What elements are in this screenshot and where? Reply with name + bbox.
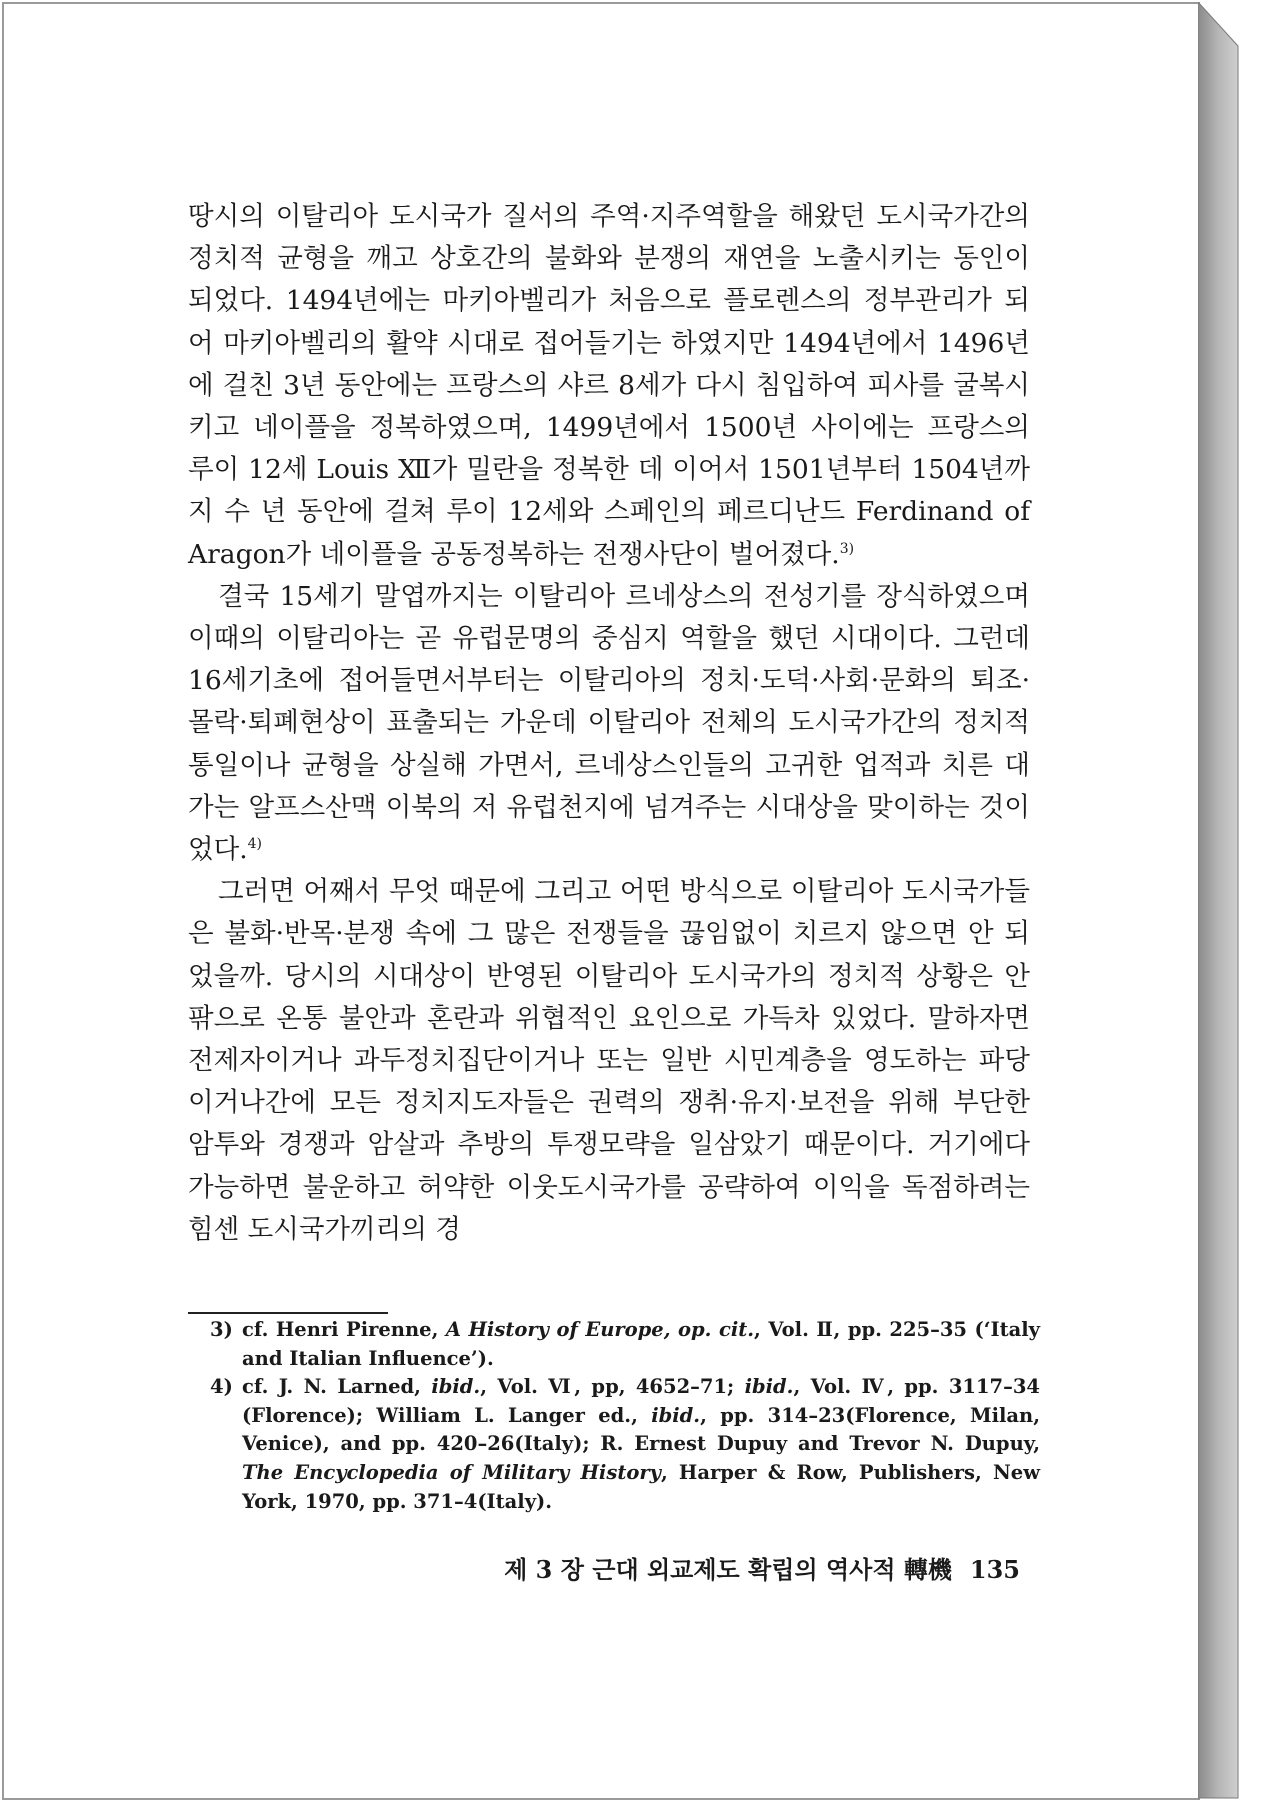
- footnote-text: cf. Henri Pirenne,: [242, 1318, 446, 1341]
- footnote-number: 4): [210, 1375, 233, 1399]
- footnote-ref-4[interactable]: 4): [247, 836, 262, 853]
- footnote-ibid: ibid.: [431, 1375, 481, 1399]
- paragraph-1: [188, 196, 1030, 576]
- footnote-3: [210, 1316, 1040, 1373]
- chapter-title: 제 3 장 근대 외교제도 확립의 역사적 轉機: [504, 1555, 952, 1584]
- footnotes: [210, 1316, 1040, 1516]
- footnote-text: , Vol. Ⅳ, pp. 3117–34 (Florence); William L. Langer ed.,: [242, 1375, 1040, 1427]
- paragraph-2: [188, 576, 1030, 871]
- page-number: 135: [969, 1555, 1020, 1584]
- paragraph-1-text: 땅시의 이탈리아 도시국가 질서의 주역·지주역할을 해왔던 도시국가간의 정치적 균형을 깨고 상호간의 불화와 분쟁의 재연을 노출시키는 동인이 되었다. 1494년에는 마키아벨리가 처음으로 플로렌스의 정부관리가 되어 마키아벨리의 활약 시대로 접어들기는 하였지만 1494년에서 1496년에 걸친 3년 동안에는 프랑스의 샤르 8세가 다시 침입하여 피사를 굴복시키고 네이플을 정복하였으며, 1499년에서 1500년 사이에는 프랑스의 루이 12세 Louis Ⅻ가 밀란을 정복한 데 이어서 1501년부터 1504년까지 수 년 동안에 걸쳐 루이 12세와 스페인의 페르디난드 Ferdinand of Aragon가 네이플을 공동정복하는 전쟁사단이 벌어졌다.: [188, 201, 1030, 570]
- footnote-text: , Vol. Ⅱ, pp. 225–35 (‘Italy and Italian Influence’).: [242, 1318, 1041, 1370]
- page-stack-edge: [1198, 2, 1266, 1802]
- paragraph-3: [188, 871, 1030, 1251]
- footnote-title: A History of Europe, op. cit.: [445, 1318, 755, 1341]
- footnote-ibid: ibid.: [651, 1403, 701, 1427]
- footnote-4: [210, 1373, 1040, 1516]
- footnote-number: 3): [210, 1318, 233, 1341]
- footnote-divider: [188, 1312, 388, 1314]
- page-edge-graphic: [1198, 2, 1266, 1802]
- running-footer: [470, 1550, 1020, 1585]
- footnote-ibid: ibid.: [744, 1375, 794, 1399]
- footnote-text: , Vol. Ⅵ, pp, 4652–71;: [480, 1375, 745, 1399]
- footnote-text: , Harper & Row, Publishers, New York, 1970, pp. 371–4(Italy).: [242, 1460, 1040, 1513]
- footnote-ref-3[interactable]: 3): [839, 540, 855, 557]
- footnote-text: , pp. 314–23(Florence, Milan, Venice), and pp. 420–26(Italy); R. Ernest Dupuy and Trevor N. Dupuy,: [242, 1403, 1040, 1456]
- footnote-title: The Encyclopedia of Military History: [242, 1460, 661, 1484]
- footnote-text: cf. J. N. Larned,: [242, 1375, 432, 1399]
- paragraph-3-text: 그러면 어째서 무엇 때문에 그리고 어떤 방식으로 이탈리아 도시국가들은 불화·반목·분쟁 속에 그 많은 전쟁들을 끊임없이 치르지 않으면 안 되었을까. 당시의 시대상이 반영된 이탈리아 도시국가의 정치적 상황은 안팎으로 온통 불안과 혼란과 위협적인 요인으로 가득차 있었다. 말하자면 전제자이거나 과두정치집단이거나 또는 일반 시민계층을 영도하는 파당이거나간에 모든 정치지도자들은 권력의 쟁취·유지·보전을 위해 부단한 암투와 경쟁과 암살과 추방의 투쟁모략을 일삼았기 때문이다. 거기에다 가능하면 불운하고 허약한 이웃도시국가를 공략하여 이익을 독점하려는 힘센 도시국가끼리의 경: [188, 876, 1030, 1245]
- body-text: [188, 196, 1030, 1251]
- paragraph-2-text: 결국 15세기 말엽까지는 이탈리아 르네상스의 전성기를 장식하였으며 이때의 이탈리아는 곧 유럽문명의 중심지 역할을 했던 시대이다. 그런데 16세기초에 접어들면서부터는 이탈리아의 정치·도덕·사회·문화의 퇴조·몰락·퇴폐현상이 표출되는 가운데 이탈리아 전체의 도시국가간의 정치적 통일이나 균형을 상실해 가면서, 르네상스인들의 고귀한 업적과 치른 대가는 알프스산맥 이북의 저 유럽천지에 넘겨주는 시대상을 맞이하는 것이었다.: [188, 580, 1030, 866]
